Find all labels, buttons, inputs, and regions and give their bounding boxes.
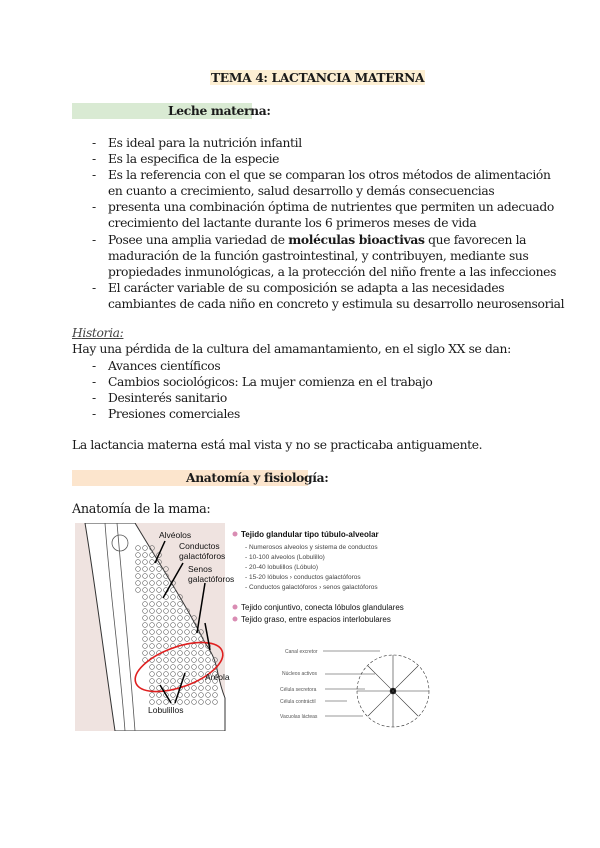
historia-item: Presiones comerciales: [108, 407, 240, 421]
label-vacuolas: Vacuolas lácteas: [280, 714, 318, 720]
historia-intro: Hay una pérdida de la cultura del amamantamiento, en el siglo XX se dan:: [72, 342, 511, 356]
subheading-anatomia-mama: Anatomía de la mama:: [72, 502, 211, 517]
alveolus-diagram: [323, 651, 429, 727]
figure-bullet-text: Tejido glandular tipo túbulo-alveolar: [241, 530, 379, 539]
bullet-dash: -: [92, 152, 96, 166]
historia-item: Desinterés sanitario: [108, 391, 227, 405]
text-span: que favorecen la: [424, 233, 527, 247]
page-title: TEMA 4: LACTANCIA MATERNA: [211, 70, 425, 85]
label-galactoforos: galactóforos: [179, 551, 226, 561]
bullet-dash: -: [92, 281, 96, 295]
bullet-dash: -: [92, 375, 96, 389]
list-item-line: propiedades inmunológicas, a la protección del niño frente a las infecciones: [108, 265, 557, 279]
heading-leche-materna: Leche materna:: [168, 103, 271, 118]
label-galactoforos-2: galactóforos: [188, 574, 235, 584]
figure-subitem: - Conductos galactóforos › senos galactóforos: [245, 584, 378, 591]
label-celula-secretora: Célula secretora: [280, 687, 317, 693]
breast-anatomy-figure: [75, 523, 441, 731]
bullet-dash: -: [92, 359, 96, 373]
list-item-line: Es la referencia con el que se comparan los otros métodos de alimentación: [108, 168, 551, 182]
list-item-line: Es ideal para la nutrición infantil: [108, 136, 302, 150]
label-lobulillos: Lobulillos: [148, 705, 184, 715]
label-canal-excretor: Canal excretor: [285, 649, 318, 655]
figure-subitem: - 20-40 lobulillos (Lóbulo): [245, 564, 318, 571]
pink-bullet-icon: [233, 605, 238, 610]
historia-item: Cambios sociológicos: La mujer comienza en el trabajo: [108, 375, 433, 389]
heading-historia: Historia:: [72, 326, 124, 340]
list-item-line: [108, 232, 526, 248]
list-item-line: en cuanto a crecimiento, salud desarrollo y demás consecuencias: [108, 184, 495, 198]
figure-bullet-text: Tejido graso, entre espacios interlobulares: [241, 615, 391, 624]
label-alveolos: Alvéolos: [159, 530, 192, 540]
label-conductos: Conductos: [179, 541, 220, 551]
pink-bullet-icon: [233, 532, 238, 537]
bullet-dash: -: [92, 168, 96, 182]
label-senos: Senos: [188, 564, 213, 574]
label-nucleos: Núcleos activos: [282, 671, 318, 677]
list-item-line: cambiantes de cada niño en concreto y estimula su desarrollo neurosensorial: [108, 297, 565, 311]
historia-item: Avances científicos: [108, 359, 221, 373]
list-item-line: maduración de la función gastrointestinal, y contribuyen, mediante sus: [108, 249, 529, 263]
list-item-line: El carácter variable de su composición se adapta a las necesidades: [108, 281, 505, 295]
label-celula-contractil: Célula contráctil: [280, 699, 316, 705]
figure-subitem: - Numerosos alveolos y sistema de conductos: [245, 544, 378, 551]
figure-subitem: - 10-100 alveolos (Lobulillo): [245, 554, 325, 561]
figure-subitem: - 15-20 lóbulos › conductos galactóforos: [245, 574, 361, 581]
label-areola: Aréola: [205, 672, 230, 682]
bullet-dash: -: [92, 200, 96, 214]
pink-bullet-icon: [233, 617, 238, 622]
closing-paragraph: La lactancia materna está mal vista y no se practicaba antiguamente.: [72, 438, 483, 452]
list-item-line: presenta una combinación óptima de nutrientes que permiten un adecuado: [108, 200, 554, 214]
list-item-line: Es la especifica de la especie: [108, 152, 280, 166]
bullet-dash: -: [92, 233, 96, 247]
bullet-dash: -: [92, 391, 96, 405]
bold-term: moléculas bioactivas: [288, 232, 425, 247]
heading-anatomia: Anatomía y fisiología:: [186, 470, 329, 485]
bullet-dash: -: [92, 136, 96, 150]
text-span: Posee una amplia variedad de: [108, 233, 289, 247]
list-item-line: crecimiento del lactante durante los 6 primeros meses de vida: [108, 216, 477, 230]
bullet-dash: -: [92, 407, 96, 421]
figure-bullet-text: Tejido conjuntivo, conecta lóbulos glandulares: [241, 603, 404, 612]
